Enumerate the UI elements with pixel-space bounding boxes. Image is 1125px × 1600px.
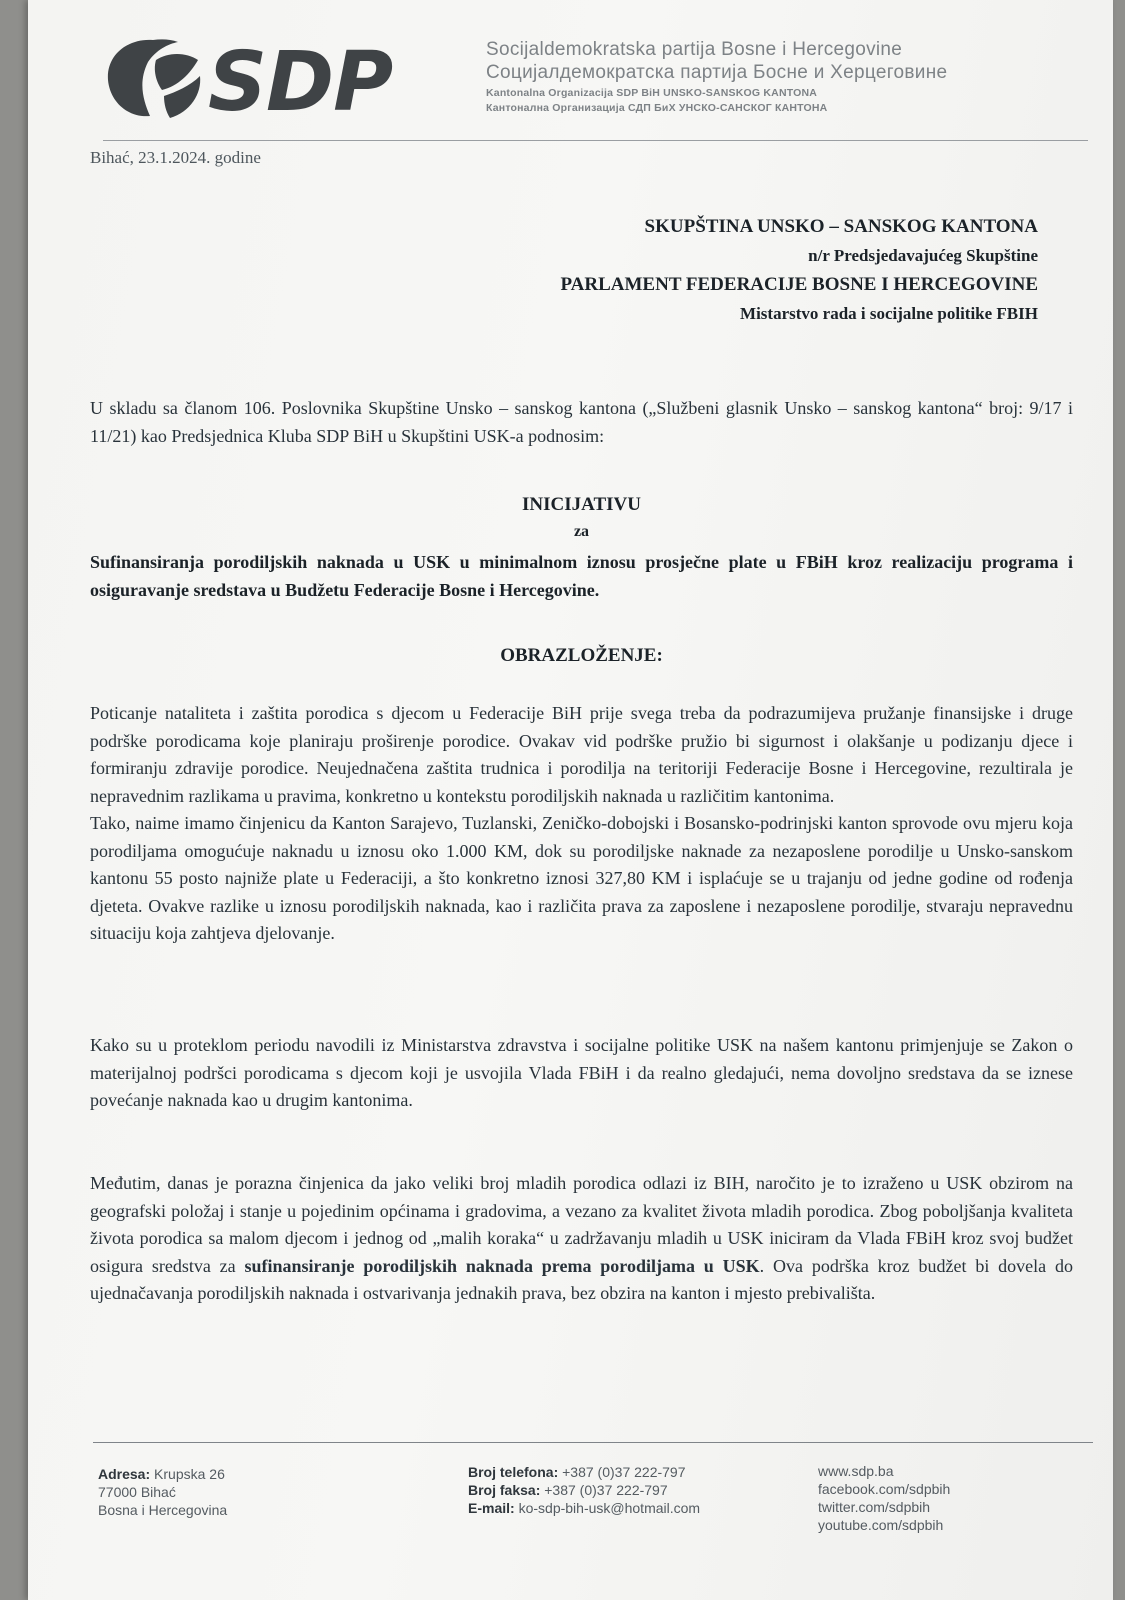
fax-number: +387 (0)37 222-797 [544, 1482, 668, 1498]
email-label: E-mail: [468, 1500, 515, 1516]
fax-label: Broj faksa: [468, 1482, 541, 1498]
party-name-latin: Socijaldemokratska partija Bosne i Hercegovine [486, 39, 903, 60]
intro-paragraph [90, 395, 1073, 450]
document-page [28, 0, 1113, 1600]
phone-number: +387 (0)37 222-797 [562, 1464, 686, 1480]
addressee-line-4: Mistarstvo rada i socijalne politike FBIH [740, 304, 1038, 323]
paragraph-4-start: Međutim, danas je porazna činjenica da jako veliki broj mladih porodica odlazi iz BIH, naročito je to izraženo u USK obzirom na geografski položaj i stanje u pojedinim općinama i gradovima, a vezano za kvalitet života mladih porodica. Zbog poboljšanja kvaliteta života porodica sa malom djecom i jednog od „malih koraka“ u zadržavanju mladih u USK iniciram da Vlada FBiH kroz svoj budžet osigura sredstva za [90, 1173, 1073, 1276]
address-street: Krupska 26 [154, 1466, 225, 1482]
paragraph-1: Poticanje nataliteta i zaštita porodica s djecom u Federacije BiH prije svega treba da podrazumijeva pružanje finansijske i druge podrške porodicama koje planiraju proširenje porodice. Ovakav vid podrške pružio bi sigurnost i olakšanje u podizanju djece i formiranju zdravije porodice. Neujednačena zaštita trudnica i porodilja na teritoriji Federacije Bosne i Hercegovine, rezultirala je nepravednim razlikama u pravima, konkretno u kontekstu porodiljskih naknada u različitim kantonima. [90, 703, 1073, 806]
footer-divider [93, 1442, 1093, 1443]
twitter-link[interactable]: twitter.com/sdpbih [818, 1499, 931, 1515]
initiative-za: za [573, 523, 590, 540]
rose-icon [98, 30, 208, 130]
footer-contact [468, 1463, 700, 1517]
paragraph-4 [90, 1170, 1073, 1308]
justification-title: OBRAZLOŽENJE: [500, 645, 663, 666]
justification-body-3 [90, 1170, 1073, 1308]
addressee-line-3: PARLAMENT FEDERACIJE BOSNE I HERCEGOVINE [560, 274, 1038, 295]
paragraph-4-end: . Ova podrška kroz budžet bi dovela do ujednačavanja porodiljskih naknada i ostvarivanja jednakih prava, bez obzira na kanton i mjesto prebivališta. [90, 1255, 1073, 1303]
sdp-logo [98, 30, 443, 130]
intro-text: U skladu sa članom 106. Poslovnika Skupštine Unsko – sanskog kantona („Službeni glasnik Unsko – sanskog kantona“ broj: 9/17 i 11/21) kao Predsjednica Kluba SDP BiH u Skupštini USK-a podnosim: [90, 398, 1073, 446]
addressee-line-2: n/r Predsjedavajućeg Skupštine [808, 246, 1038, 265]
justification-body-2 [90, 1032, 1073, 1115]
addressee-line-1: SKUPŠTINA UNSKO – SANSKOG KANTONA [644, 216, 1038, 237]
org-name-latin: Kantonalna Organizacija SDP BiH UNSKO-SANSKOG KANTONA [486, 87, 818, 99]
header-divider [103, 140, 1088, 141]
facebook-link[interactable]: facebook.com/sdpbih [818, 1481, 951, 1497]
paragraph-4-emphasis: sufinansiranje porodiljskih naknada prema porodiljama u USK [244, 1255, 760, 1276]
initiative-subject: Sufinansiranja porodiljskih naknada u USK u minimalnom iznosu prosječne plate u FBiH kroz realizaciju programa i osiguravanje sredstava u Budžetu Federacije Bosne i Hercegovine. [90, 552, 1073, 600]
website-link[interactable]: www.sdp.ba [818, 1463, 894, 1479]
justification-body-1 [90, 700, 1073, 948]
document-date: Bihać, 23.1.2024. godine [90, 148, 261, 167]
address-city: 77000 Bihać [98, 1484, 176, 1500]
party-header [486, 38, 947, 115]
logo-text: SDP [208, 35, 393, 130]
address-country: Bosna i Hercegovina [98, 1502, 228, 1518]
youtube-link[interactable]: youtube.com/sdpbih [818, 1517, 944, 1533]
email-link[interactable]: ko-sdp-bih-usk@hotmail.com [518, 1500, 701, 1516]
footer-address [98, 1465, 227, 1519]
addressee-block [560, 212, 1038, 328]
org-name-cyrillic: Кантонална Организација СДП БиХ УНСКО-САНСКОГ КАНТОНА [486, 102, 828, 114]
address-label: Adresa: [98, 1466, 151, 1482]
footer-web [818, 1462, 950, 1534]
paragraph-3: Kako su u proteklom periodu navodili iz Ministarstva zdravstva i socijalne politike USK na našem kantonu primjenjuje se Zakon o materijalnoj podršci porodicama s djecom koji je usvojila Vlada FBiH i da realno gledajući, nema dovoljno sredstava da se iznese povećanje naknada kao u drugim kantonima. [90, 1035, 1073, 1110]
initiative-title: INICIJATIVU [522, 494, 641, 515]
paragraph-2: Tako, naime imamo činjenicu da Kanton Sarajevo, Tuzlanski, Zeničko-dobojski i Bosansko-podrinjski kanton sprovode ovu mjeru koja porodiljama omogućuje naknadu u iznosu oko 1.000 KM, dok su porodiljske naknade za nezaposlene porodilje u Unsko-sanskom kantonu 55 posto najniže plate u Federaciji, a što konkretno iznosi 327,80 KM i isplaćuje se u trajanju od jedne godine od rođenja djeteta. Ovakve razlike u iznosu porodiljskih naknada, kao i različita prava za zaposlene i nezaposlene porodilje, stvaraju nepravednu situaciju koja zahtjeva djelovanje. [90, 813, 1073, 943]
party-name-cyrillic: Социјалдемократска партија Босне и Херцеговине [486, 62, 948, 83]
phone-label: Broj telefona: [468, 1464, 559, 1480]
